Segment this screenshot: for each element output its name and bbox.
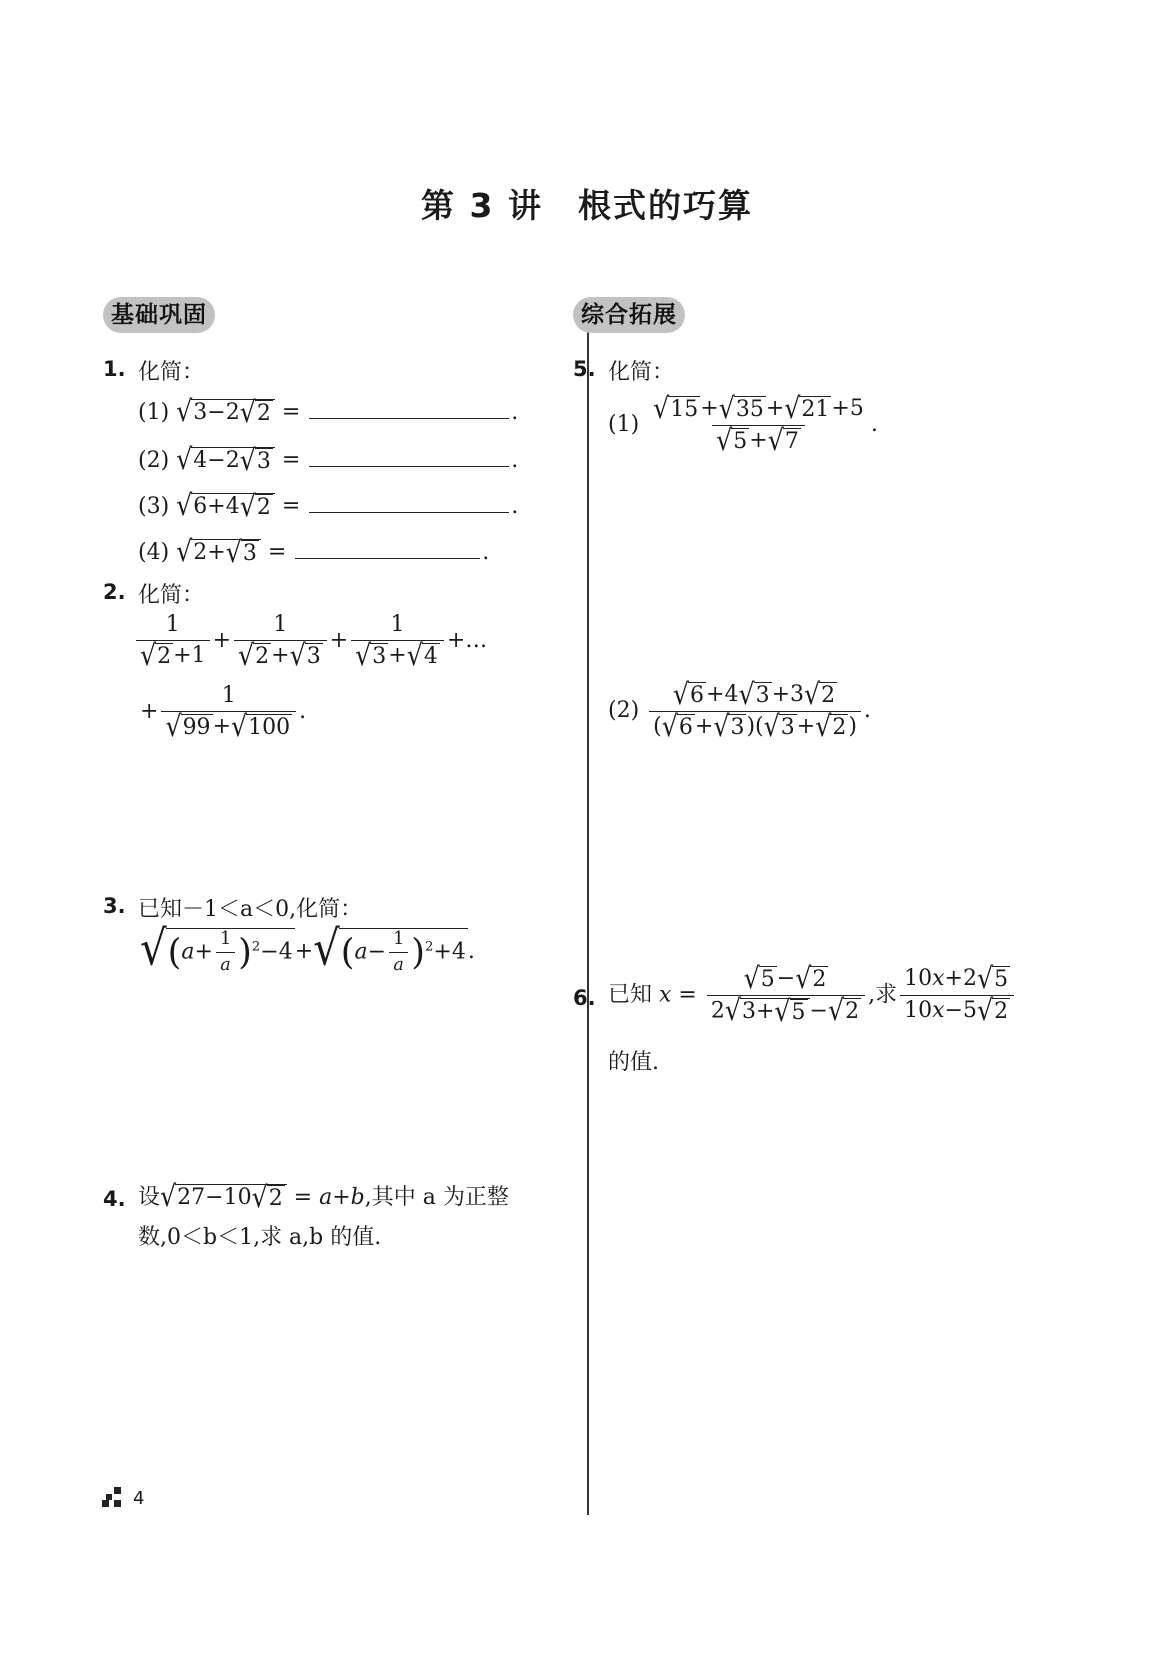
expression: √ 3−2 √ 2 = bbox=[176, 394, 301, 430]
part-label: (2) bbox=[608, 698, 640, 724]
page-title: 第 3 讲 根式的巧算 bbox=[421, 186, 753, 225]
part-label: (3) bbox=[138, 494, 170, 519]
part-label: (2) bbox=[138, 448, 170, 473]
question-4-line-2: 数,0＜b＜1,求 a,b 的值. bbox=[138, 1225, 382, 1250]
question-5-part-2: (2) √ 6 +4 √ 3 +3 √ 2 ( √ 6 + √ 3 )( √ 3 + √ 2 ) . bbox=[608, 677, 871, 743]
question-2-text: 化简： bbox=[138, 583, 205, 608]
question-6-line-2: 的值. bbox=[608, 1050, 659, 1075]
column-divider bbox=[587, 305, 589, 1515]
question-6-number: 6. bbox=[573, 986, 596, 1010]
part-label: (1) bbox=[138, 400, 170, 425]
question-2-expression-line-2: + 1 √ 99 + √ 100 . bbox=[140, 683, 307, 744]
page-decoration-icon bbox=[102, 1487, 124, 1507]
question-1-part-1: (1) √ 3−2 √ 2 = . bbox=[138, 394, 519, 430]
question-2-expression-line-1: 1 √ 2 +1 + 1 √ 2 + √ 3 + 1 √ 3 + √ 4 +… bbox=[133, 612, 487, 670]
question-4-number: 4. bbox=[103, 1187, 126, 1211]
question-1-text: 化简： bbox=[138, 360, 205, 385]
answer-blank[interactable] bbox=[295, 538, 480, 559]
question-3-text: 已知－1＜a＜0,化简： bbox=[138, 897, 363, 922]
question-6-text-b: ,求 bbox=[868, 982, 898, 1008]
question-1-part-4: (4) √ 2+ √ 3 = . bbox=[138, 534, 490, 570]
expression: √ 4−2 √ 3 = bbox=[176, 442, 301, 478]
expression: √ 6+4 √ 2 = bbox=[176, 488, 301, 524]
question-1-part-2: (2) √ 4−2 √ 3 = . bbox=[138, 442, 519, 478]
question-6-text-a: 已知 bbox=[608, 982, 659, 1008]
section-badge-basic: 基础巩固 bbox=[103, 297, 215, 333]
question-1-part-3: (3) √ 6+4 √ 2 = . bbox=[138, 488, 519, 524]
question-4-line-1: 设 √ 27−10 √ 2 = a+b,其中 a 为正整 bbox=[138, 1179, 509, 1215]
question-3-expression: √ (a+ $\frac{1}{a}$ )$^2$−4 + √ (a− $\frac{1}{a}$ )$^2$+4 . bbox=[140, 919, 475, 977]
answer-blank[interactable] bbox=[309, 492, 509, 513]
question-3-number: 3. bbox=[103, 894, 126, 918]
section-badge-extension: 综合拓展 bbox=[573, 297, 685, 333]
page-number: 4 bbox=[133, 1488, 145, 1509]
question-5-number: 5. bbox=[573, 357, 596, 381]
question-1-number: 1. bbox=[103, 357, 126, 381]
part-label: (4) bbox=[138, 540, 170, 565]
question-5-part-1: (1) √ 15 + √ 35 + √ 21 +5 √ 5 + √ 7 . bbox=[608, 391, 878, 457]
question-4-text-a: ,其中 a 为正整 bbox=[364, 1185, 509, 1210]
question-6-line-1: 已知 x = √ 5 − √ 2 2 √ 3+ √ 5 − √ 2 ,求 10x+2 √ 5 10x−5 √ 2 bbox=[608, 966, 1017, 1025]
answer-blank[interactable] bbox=[309, 446, 509, 467]
question-2-number: 2. bbox=[103, 580, 126, 604]
part-label: (1) bbox=[608, 412, 640, 438]
question-5-text: 化简： bbox=[608, 360, 675, 385]
answer-blank[interactable] bbox=[309, 398, 509, 419]
expression: √ 2+ √ 3 = bbox=[176, 534, 287, 570]
